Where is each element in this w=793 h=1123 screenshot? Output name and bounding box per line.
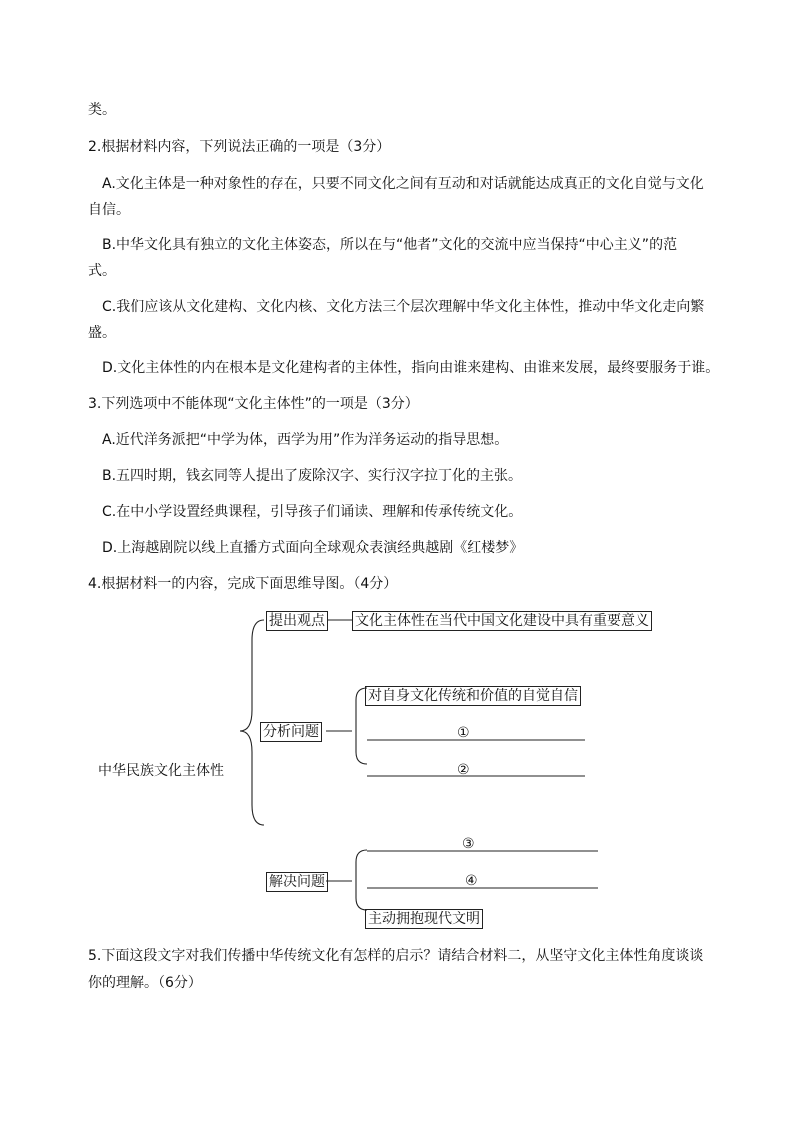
mind-map-branch-propose: 提出观点 <box>266 611 328 631</box>
mind-map-branch-analyze: 分析问题 <box>260 722 322 742</box>
blank-1-marker: ① <box>457 725 470 741</box>
question-3-option-c: C.在中小学设置经典课程，引导孩子们诵读、理解和传承传统文化。 <box>102 504 523 520</box>
mind-map-branch-solve: 解决问题 <box>266 872 328 892</box>
question-2-option-a-line1: A.文化主体是一种对象性的存在，只要不同文化之间有互动和对话就能达成真正的文化自觉与文化 <box>102 176 704 192</box>
blank-2-marker: ② <box>457 762 470 778</box>
question-5-stem-line2: 你的理解。（6分） <box>88 975 202 991</box>
mind-map-leaf-viewpoint: 文化主体性在当代中国文化建设中具有重要意义 <box>352 611 652 631</box>
question-4-stem: 4.根据材料一的内容，完成下面思维导图。（4分） <box>88 576 398 592</box>
question-3-option-a: A.近代洋务派把“中学为体，西学为用”作为洋务运动的指导思想。 <box>102 432 509 448</box>
question-3-stem: 3.下列选项中不能体现“文化主体性”的一项是（3分） <box>88 396 419 412</box>
question-2-option-a-line2: 自信。 <box>88 202 130 218</box>
question-2-stem: 2.根据材料内容，下列说法正确的一项是（3分） <box>88 139 391 155</box>
question-2-option-b-line1: B.中华文化具有独立的文化主体姿态，所以在与“他者”文化的交流中应当保持“中心主义”的范 <box>102 237 678 253</box>
question-2-option-c-line2: 盛。 <box>88 325 116 341</box>
blank-4-marker: ④ <box>465 873 478 889</box>
question-5-stem-line1: 5.下面这段文字对我们传播中华传统文化有怎样的启示？请结合材料二，从坚守文化主体性角度谈谈 <box>88 948 704 964</box>
mind-map-leaf-self-confidence: 对自身文化传统和价值的自觉自信 <box>365 686 581 706</box>
mind-map-root: 中华民族文化主体性 <box>98 763 224 779</box>
question-3-option-b: B.五四时期，钱玄同等人提出了废除汉字、实行汉字拉丁化的主张。 <box>102 468 523 484</box>
question-2-option-c-line1: C.我们应该从文化建构、文化内核、文化方法三个层次理解中华文化主体性，推动中华文化走向繁 <box>102 299 705 315</box>
mind-map-leaf-modern: 主动拥抱现代文明 <box>365 909 483 929</box>
blank-3-marker: ③ <box>462 836 475 852</box>
question-2-option-d: D.文化主体性的内在根本是文化建构者的主体性，指向由谁来建构、由谁来发展，最终要服务于谁。 <box>102 360 720 376</box>
question-3-option-d: D.上海越剧院以线上直播方式面向全球观众表演经典越剧《红楼梦》 <box>102 540 524 556</box>
question-2-option-b-line2: 式。 <box>88 263 116 279</box>
carry-over-text: 类。 <box>88 102 116 118</box>
